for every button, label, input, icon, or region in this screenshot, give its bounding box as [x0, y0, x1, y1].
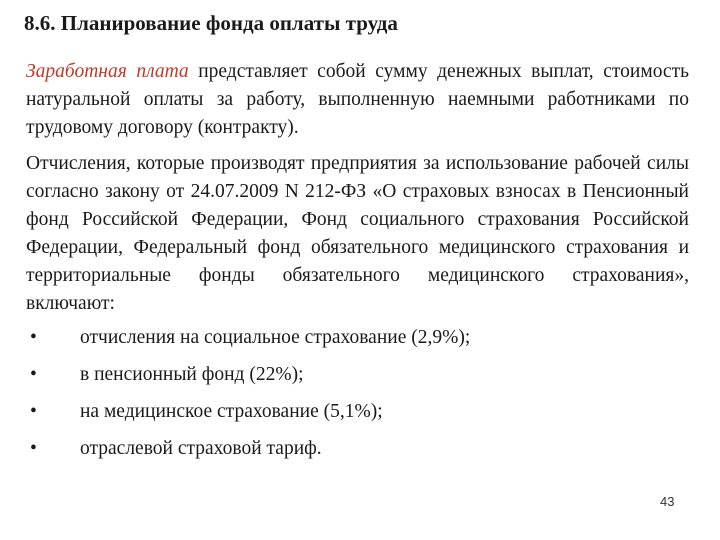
list-item-text: отраслевой страховой тариф.	[80, 438, 322, 459]
bullet-icon: •	[30, 438, 37, 459]
paragraph-contributions: Отчисления, которые производят предприятия за использование рабочей силы согласно закону от 24.07.2009 N 212-ФЗ «О страховых взносах в Пенсионный фонд Российской Федерации, Фонд социального страхования Российской Федерации, Федеральный фонд обязательного медицинского страхования и территориальные фонды обязательного медицинского страхования», включают:	[26, 153, 689, 314]
paragraph-wages	[26, 58, 689, 142]
slide-content	[26, 58, 689, 472]
list-item-text: на медицинское страхование (5,1%);	[80, 401, 383, 422]
bullet-list	[26, 324, 689, 463]
bullet-icon: •	[30, 327, 37, 348]
slide-title: 8.6. Планирование фонда оплаты труда	[24, 11, 398, 35]
bullet-icon: •	[30, 401, 37, 422]
list-item	[26, 324, 689, 352]
list-item	[26, 398, 689, 426]
paragraph-wages-text: представляет собой сумму денежных выплат, стоимость натуральной оплаты за работу, выполненную наемными работниками по трудовому договору (контракту).	[26, 61, 689, 138]
highlighted-term: Заработная плата	[26, 61, 189, 82]
list-item	[26, 435, 689, 463]
list-item-text: отчисления на социальное страхование (2,9%);	[80, 327, 471, 348]
bullet-icon: •	[30, 364, 37, 385]
list-item	[26, 361, 689, 389]
page-number: 43	[660, 494, 675, 509]
list-item-text: в пенсионный фонд (22%);	[80, 364, 304, 385]
